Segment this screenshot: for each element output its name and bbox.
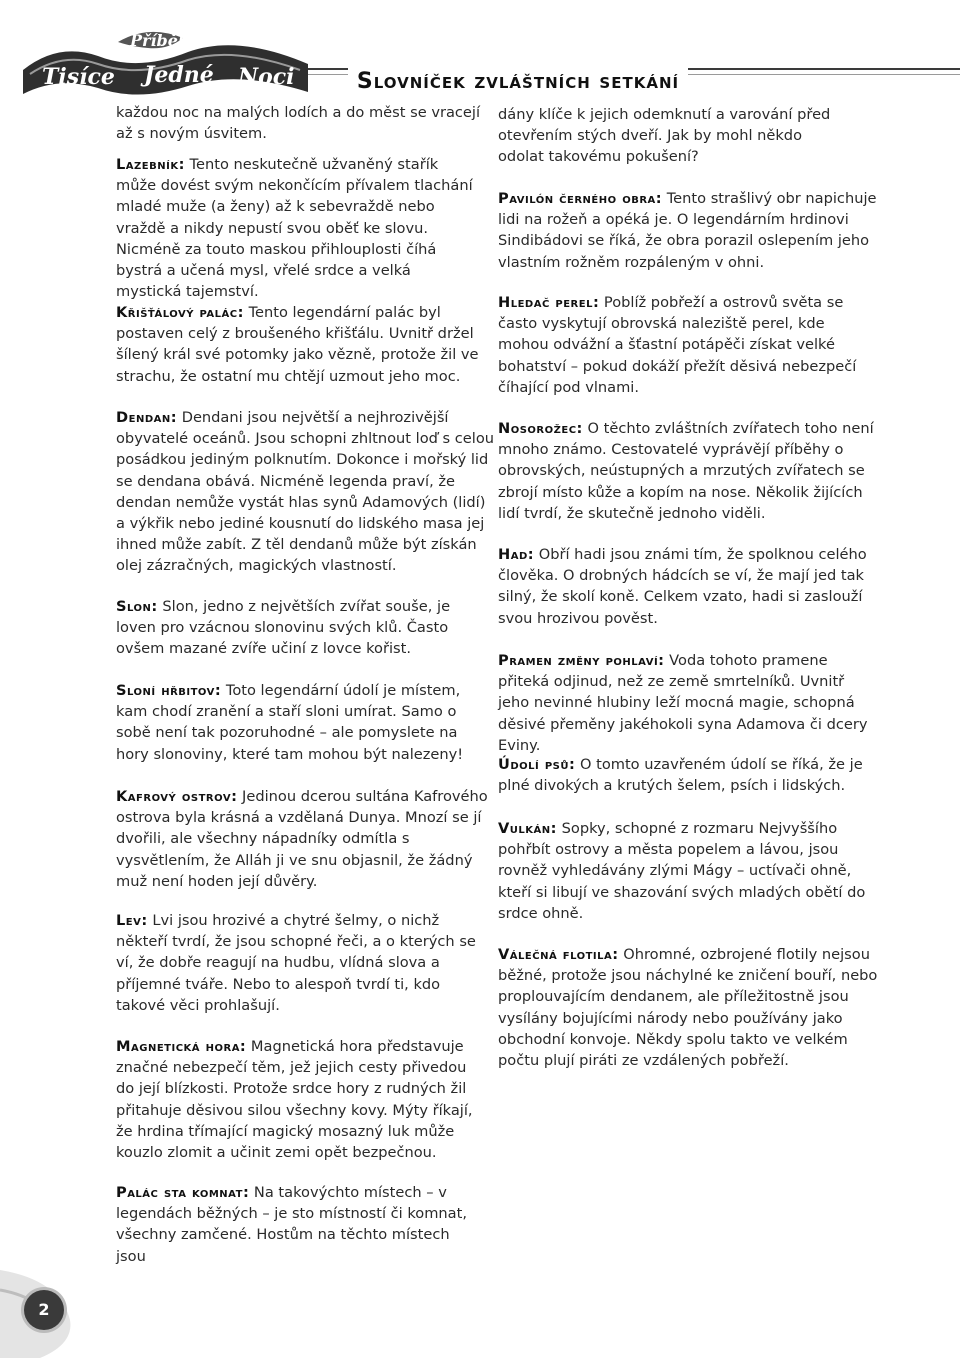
entry-hledac-perel [498, 292, 870, 398]
entry-vulkan [498, 818, 882, 924]
svg-text:Tisíce: Tisíce [42, 64, 115, 90]
svg-text:Noci: Noci [238, 64, 295, 90]
entry-text: Poblíž pobřeží a ostrovů světa se často vyskytují obrovská naleziště perel, kde mohou odvážní a šťastní potápěči získat velké bohatství – pokud dokáží přežít děsivá nebezpečí číhající pod vlnami. [498, 294, 857, 396]
term-heading: Magnetická hora: [116, 1038, 247, 1055]
entry-kristalovy-palac [116, 302, 480, 387]
entry-text: Tento legendární palác byl postaven celý z broušeného křišťálu. Uvnitř držel šílený král své potomky jako vězně, protože žil ve strachu, že ostatní mu chtějí uzmout jeho moc. [116, 304, 479, 385]
entry-text: Dendani jsou největší a nejhrozivější obyvatelé oceánů. Jsou schopni zhltnout loď s celou posádkou jediným polknutím. Dokonce i mořský lid se dendana obává. Nicméně legenda praví, že dendan nemůže vystát hlas synů Adamových (lidí) a výkřik nebo jediné kousnutí do lidského masa jej ihned může zabít. Z těl dendanů může být získán olej zázračných, magických vlastností. [116, 409, 495, 575]
book-logo [18, 22, 318, 112]
svg-text:Příběhy: Příběhy [130, 31, 199, 50]
entry-sloni-hrbitov [116, 680, 480, 765]
entry-text: O tomto uzavřeném údolí se říká, že je plné divokých a krutých šelem, psích i lidských. [498, 756, 863, 795]
term-heading: Hledač perel: [498, 294, 600, 311]
term-heading: Palác sta komnat: [116, 1184, 250, 1201]
section-title: Slovníček zvláštních setkání [348, 62, 688, 102]
entry-lev [116, 910, 480, 1016]
entry-slon [116, 596, 476, 660]
entry-text: Toto legendární údolí je místem, kam chodí zranění a staří sloni umírat. Samo o sobě není tak pozoruhodné – ale pomyslete na hory slonoviny, které tam mohou být nalezeny! [116, 682, 464, 763]
page-number: 2 [24, 1290, 64, 1330]
entry-had [498, 544, 872, 629]
entry-continuation: dány klíče k jejich odemknutí a varování před otevřením stých dveří. Jak by mohl někdo odolat takovému pokušení? [498, 106, 831, 166]
entry-nosorozec [498, 418, 884, 524]
entry-lazebnik [116, 154, 480, 302]
entry-palac-sta-komnat [116, 1182, 480, 1267]
entry-text: Tento strašlivý obr napichuje lidi na rožeň a opéká je. O legendárním hrdinovi Sindibádovi se říká, že obra porazil oslepením jeho vlastním rožněm rozpáleným v ohni. [498, 190, 877, 271]
entry-text: Sopky, schopné z rozmaru Nejvyššího pohřbít ostrovy a města popelem a lávou, jsou rovněž vyhledávány zlými Mágy – uctívači ohně, kteří si libují ve shazování svých mladých obětí do srdce ohně. [498, 820, 866, 922]
entry-valecna-flotila [498, 944, 884, 1071]
entry-text: Obří hadi jsou známi tím, že spolknou celého člověka. O drobných hádcích se ví, že mají jed tak silný, že skolí koně. Celkem vzato, hadi si zaslouží svou hrozivou pověst. [498, 546, 867, 627]
term-heading: Nosorožec: [498, 420, 583, 437]
entry-pavilon-cerneho-obra [498, 188, 880, 273]
svg-text:Jedné: Jedné [144, 62, 214, 88]
term-heading: Údolí psů: [498, 756, 576, 773]
term-heading: Pavilón černého obra: [498, 190, 663, 207]
entry-dendan [116, 407, 498, 577]
entry-magneticka-hora [116, 1036, 486, 1163]
entry-text: Jedinou dcerou sultána Kafrového ostrova byla krásná a vzdělaná Dunya. Mnozí se jí dvořili, ale všechny nápadníky odmítla s vysvětlením, že Alláh ji ve snu objasnil, že žádný muž není hoden její důvěry. [116, 788, 488, 890]
entry-text: Na takovýchto místech – v legendách běžných – je sto místností či komnat, všechny zamčené. Hostům na těchto místech jsou [116, 1184, 467, 1265]
entry-udoli-psu [498, 754, 870, 796]
entry-kafrovy-ostrov [116, 786, 498, 892]
term-heading: Válečná flotila: [498, 946, 619, 963]
entry-text: Tento neskutečně užvaněný stařík může dovést svým nekončícím přívalem tlachání mladé muže (a ženy) až k sebevraždě nebo vraždě a nikdy nepustí svou oběť ke slovu. Nicméně za touto maskou přihlouplosti číhá bystrá a učená mysl, vřelé srdce a velká mystická tajemství. [116, 156, 473, 301]
term-heading: Had: [498, 546, 535, 563]
term-heading: Lev: [116, 912, 148, 929]
term-heading: Sloní hřbitov: [116, 682, 222, 699]
term-heading: Pramen změny pohlaví: [498, 652, 665, 669]
term-heading: Vulkán: [498, 820, 557, 837]
entry-text: Voda tohoto pramene přiteká odjinud, než ze země smrtelníků. Uvnitř jeho nevinné hlubiny leží mocná magie, schopná děsivé přeměny jakéhokoli syna Adamova či dcery Eviny. [498, 652, 868, 754]
entry-text: Lvi jsou hrozivé a chytré šelmy, o nichž někteří tvrdí, že jsou schopné řeči, a o kterých se ví, že dobře reagují na hudbu, vlídná slova a příjemné tváře. Nebo to alespoň tvrdí ti, kdo takové věci prohlašují. [116, 912, 476, 1014]
corner-ornament [0, 1240, 130, 1358]
term-heading: Kafrový ostrov: [116, 788, 238, 805]
term-heading: Křišťálový palác: [116, 304, 244, 321]
entry-continuation: každou noc na malých lodích a do měst se vracejí až s novým úsvitem. [116, 104, 481, 143]
entry-pramen-zmeny-pohlavi [498, 650, 880, 756]
entry-text: Slon, jedno z největších zvířat souše, je loven pro vzácnou slonovinu svých klů. Často ovšem mazané zvíře učiní z lovce kořist. [116, 598, 451, 658]
term-heading: Slon: [116, 598, 158, 615]
term-heading: Dendan: [116, 409, 178, 426]
entry-text: O těchto zvláštních zvířatech toho není mnoho známo. Cestovatelé vyprávějí příběhy o obrovských, neústupných a mrzutých zvířatech se zbrojí místo kůže a kopím na nose. Několik žijících lidí tvrdí, že skutečně jednoho viděli. [498, 420, 874, 522]
entry-text: Ohromné, ozbrojené flotily nejsou běžné, protože jsou náchylné ke zničení bouří, nebo proplouvajícím dendanem, ale příležitostně jsou vysílány bojujícími národy nebo používány jako obchodní konvoje. Někdy spolu takto ve velkém počtu plují piráti ze vzdálených pobřeží. [498, 946, 878, 1070]
entry-text: Magnetická hora představuje značné nebezpečí těm, jež jejich cesty přivedou do její blízkosti. Protože srdce hory z rudných žil přitahuje děsivou silou všechny kovy. Mýty říkají, že hrdina třímající magický mosazný luk může kouzlo zlomit a učinit zemi opět bezpečnou. [116, 1038, 473, 1162]
term-heading: Lazebník: [116, 156, 185, 173]
